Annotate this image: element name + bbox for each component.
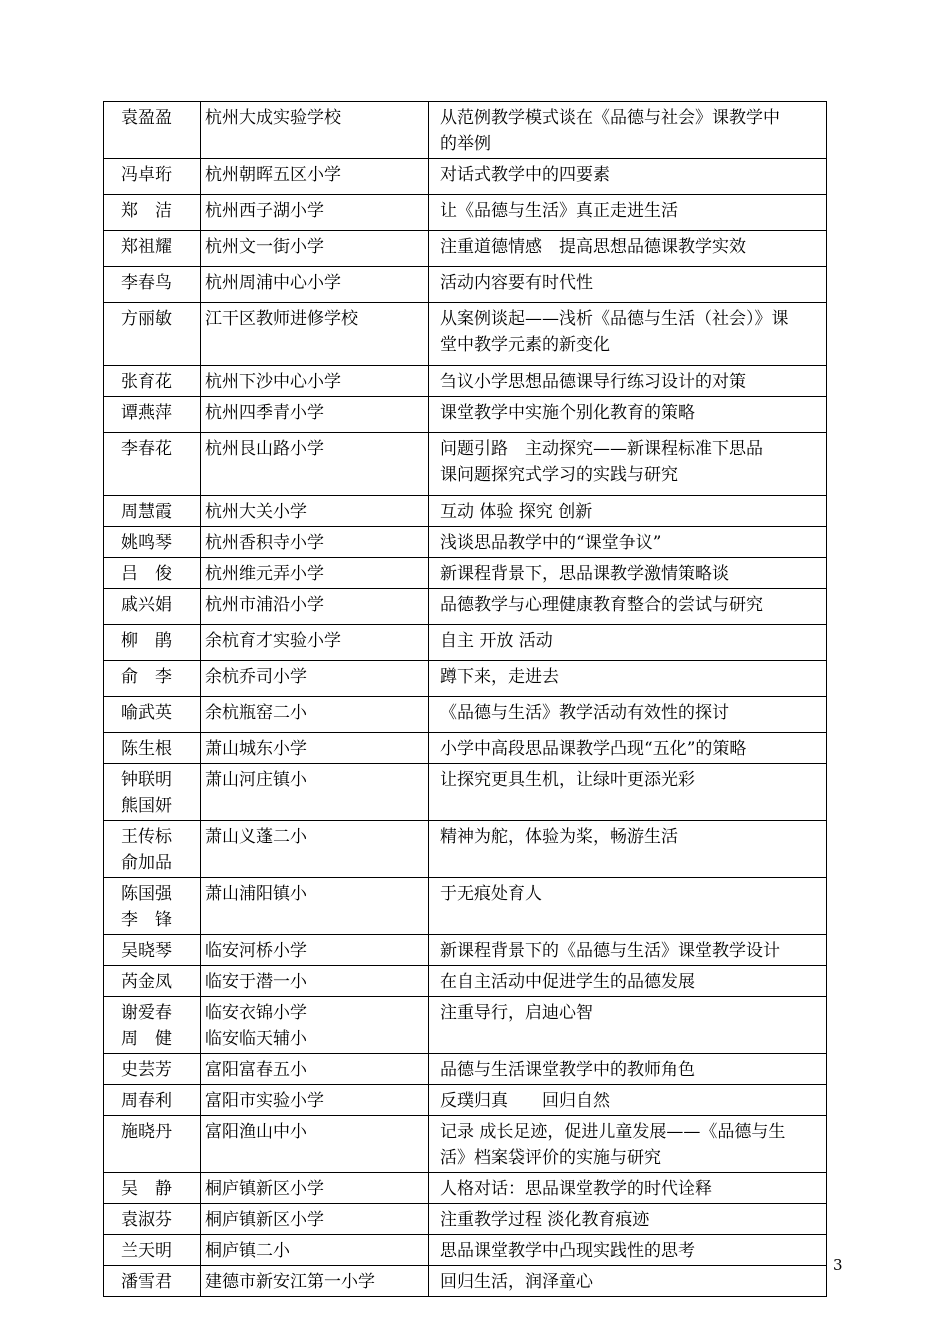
paper-title-cell xyxy=(429,558,827,589)
school-cell xyxy=(201,625,429,661)
school-name: 余杭乔司小学 xyxy=(205,667,307,687)
school-name: 杭州维元弄小学 xyxy=(205,564,324,584)
teacher-name-cell xyxy=(104,195,201,231)
paper-title-cell xyxy=(429,764,827,821)
teacher-name: 潘雪君 xyxy=(121,1272,172,1292)
table-row xyxy=(104,366,827,397)
paper-title-line: 人格对话：思品课堂教学的时代诠释 xyxy=(440,1179,712,1199)
paper-title-cell xyxy=(429,527,827,558)
paper-title-line: 问题引路 主动探究——新课程标准下思品 xyxy=(440,439,763,459)
teacher-name: 张育花 xyxy=(121,372,172,392)
paper-title-cell xyxy=(429,1085,827,1116)
teacher-name-cell xyxy=(104,733,201,764)
paper-title-line: 自主 开放 活动 xyxy=(440,631,553,651)
teacher-name: 俞加品 xyxy=(121,853,172,873)
school-name: 余杭育才实验小学 xyxy=(205,631,341,651)
table-row xyxy=(104,878,827,935)
teacher-name: 施晓丹 xyxy=(121,1122,172,1142)
school-cell xyxy=(201,496,429,527)
school-cell xyxy=(201,733,429,764)
school-name: 萧山义蓬二小 xyxy=(205,827,307,847)
table-row xyxy=(104,433,827,496)
teacher-name: 郑 洁 xyxy=(121,201,172,221)
paper-title-cell xyxy=(429,625,827,661)
school-cell xyxy=(201,589,429,625)
teacher-name: 钟联明 xyxy=(121,770,172,790)
teacher-name-cell xyxy=(104,496,201,527)
teacher-name: 芮金凤 xyxy=(121,972,172,992)
teacher-name-cell xyxy=(104,661,201,697)
paper-title-line: 注重道德情感 提高思想品德课教学实效 xyxy=(440,237,746,257)
paper-title-cell xyxy=(429,935,827,966)
teacher-name: 谭燕萍 xyxy=(121,403,172,423)
school-cell xyxy=(201,1173,429,1204)
teacher-name: 周 健 xyxy=(121,1029,172,1049)
school-cell xyxy=(201,1235,429,1266)
school-cell xyxy=(201,195,429,231)
teacher-name-cell xyxy=(104,589,201,625)
paper-title-line: 品德教学与心理健康教育整合的尝试与研究 xyxy=(440,595,763,615)
paper-title-line: 活》档案袋评价的实施与研究 xyxy=(440,1148,661,1168)
paper-title-cell xyxy=(429,496,827,527)
paper-title-line: 蹲下来，走进去 xyxy=(440,667,559,687)
school-cell xyxy=(201,697,429,733)
school-name: 临安于潜一小 xyxy=(205,972,307,992)
teacher-name-cell xyxy=(104,303,201,366)
teacher-name: 喻武英 xyxy=(121,703,172,723)
school-name: 富阳市实验小学 xyxy=(205,1091,324,1111)
school-cell xyxy=(201,366,429,397)
teacher-name: 史芸芳 xyxy=(121,1060,172,1080)
school-cell xyxy=(201,661,429,697)
teacher-name: 方丽敏 xyxy=(121,309,172,329)
paper-title-line: 浅谈思品教学中的“课堂争议” xyxy=(440,533,662,553)
paper-title-cell xyxy=(429,661,827,697)
teacher-name-cell xyxy=(104,433,201,496)
teacher-name-cell xyxy=(104,1204,201,1235)
table-row xyxy=(104,496,827,527)
page-number: 3 xyxy=(833,1256,843,1274)
teacher-name: 李 锋 xyxy=(121,910,172,930)
paper-title-cell xyxy=(429,1235,827,1266)
school-cell xyxy=(201,397,429,433)
school-name: 萧山城东小学 xyxy=(205,739,307,759)
school-cell xyxy=(201,764,429,821)
table-row xyxy=(104,625,827,661)
table-row xyxy=(104,397,827,433)
table-row xyxy=(104,1235,827,1266)
table-row xyxy=(104,1116,827,1173)
paper-title-line: 小学中高段思品课教学凸现“五化”的策略 xyxy=(440,739,747,759)
school-cell xyxy=(201,267,429,303)
teacher-name-cell xyxy=(104,997,201,1054)
school-name: 杭州四季青小学 xyxy=(205,403,324,423)
school-cell xyxy=(201,433,429,496)
table-row xyxy=(104,267,827,303)
teacher-name-cell xyxy=(104,558,201,589)
school-name: 杭州大关小学 xyxy=(205,502,307,522)
teacher-name-cell xyxy=(104,1235,201,1266)
teacher-name-cell xyxy=(104,625,201,661)
teacher-name: 冯卓珩 xyxy=(121,165,172,185)
paper-title-line: 新课程背景下的《品德与生活》课堂教学设计 xyxy=(440,941,780,961)
table-row xyxy=(104,527,827,558)
school-name: 余杭瓶窑二小 xyxy=(205,703,307,723)
paper-title-line: 从案例谈起——浅析《品德与生活（社会）》课 xyxy=(440,309,789,329)
paper-title-line: 的举例 xyxy=(440,134,491,154)
paper-title-cell xyxy=(429,589,827,625)
paper-title-line: 互动 体验 探究 创新 xyxy=(440,502,593,522)
table-row xyxy=(104,195,827,231)
teacher-name: 戚兴娟 xyxy=(121,595,172,615)
school-name: 杭州朝晖五区小学 xyxy=(205,165,341,185)
paper-title-line: 思品课堂教学中凸现实践性的思考 xyxy=(440,1241,695,1261)
paper-title-cell xyxy=(429,1204,827,1235)
school-cell xyxy=(201,997,429,1054)
paper-title-cell xyxy=(429,303,827,366)
teacher-name-cell xyxy=(104,878,201,935)
paper-title-cell xyxy=(429,102,827,159)
teacher-name-cell xyxy=(104,966,201,997)
teacher-name: 陈国强 xyxy=(121,884,172,904)
school-cell xyxy=(201,231,429,267)
table-row xyxy=(104,1054,827,1085)
school-name: 萧山浦阳镇小 xyxy=(205,884,307,904)
table-row xyxy=(104,661,827,697)
table-row xyxy=(104,821,827,878)
paper-title-line: 新课程背景下，思品课教学激情策略谈 xyxy=(440,564,729,584)
paper-title-line: 在自主活动中促进学生的品德发展 xyxy=(440,972,695,992)
paper-title-cell xyxy=(429,821,827,878)
table-row xyxy=(104,1204,827,1235)
paper-title-line: 品德与生活课堂教学中的教师角色 xyxy=(440,1060,695,1080)
teacher-name-cell xyxy=(104,821,201,878)
teacher-name-cell xyxy=(104,366,201,397)
school-cell xyxy=(201,1085,429,1116)
school-cell xyxy=(201,527,429,558)
teacher-name: 兰天明 xyxy=(121,1241,172,1261)
table-row xyxy=(104,1173,827,1204)
teacher-name: 袁淑芬 xyxy=(121,1210,172,1230)
teacher-name: 姚鸣琴 xyxy=(121,533,172,553)
table-row xyxy=(104,697,827,733)
table-row xyxy=(104,764,827,821)
paper-title-line: 反璞归真 回归自然 xyxy=(440,1091,610,1111)
teacher-name: 柳 鹃 xyxy=(121,631,172,651)
paper-title-line: 注重教学过程 淡化教育痕迹 xyxy=(440,1210,650,1230)
teacher-name-cell xyxy=(104,1054,201,1085)
paper-title-cell xyxy=(429,397,827,433)
school-name: 富阳渔山中小 xyxy=(205,1122,307,1142)
school-name: 杭州市浦沿小学 xyxy=(205,595,324,615)
paper-title-line: 从范例教学模式谈在《品德与社会》课教学中 xyxy=(440,108,780,128)
paper-title-cell xyxy=(429,195,827,231)
table-row xyxy=(104,1266,827,1297)
table-row xyxy=(104,558,827,589)
paper-title-line: 课问题探究式学习的实践与研究 xyxy=(440,465,678,485)
school-name: 江干区教师进修学校 xyxy=(205,309,358,329)
teacher-name-cell xyxy=(104,764,201,821)
school-name: 临安河桥小学 xyxy=(205,941,307,961)
teacher-name: 李春花 xyxy=(121,439,172,459)
school-name: 萧山河庄镇小 xyxy=(205,770,307,790)
school-name: 杭州西子湖小学 xyxy=(205,201,324,221)
teacher-name: 吴晓琴 xyxy=(121,941,172,961)
paper-title-line: 于无痕处育人 xyxy=(440,884,542,904)
paper-title-line: 回归生活，润泽童心 xyxy=(440,1272,593,1292)
school-name: 桐庐镇新区小学 xyxy=(205,1210,324,1230)
teacher-name: 郑祖耀 xyxy=(121,237,172,257)
table-row xyxy=(104,997,827,1054)
school-name: 杭州周浦中心小学 xyxy=(205,273,341,293)
table-row xyxy=(104,102,827,159)
school-cell xyxy=(201,303,429,366)
school-cell xyxy=(201,102,429,159)
paper-title-line: 对话式教学中的四要素 xyxy=(440,165,610,185)
teacher-name-cell xyxy=(104,697,201,733)
school-name: 富阳富春五小 xyxy=(205,1060,307,1080)
paper-title-line: 堂中教学元素的新变化 xyxy=(440,335,610,355)
teacher-name-cell xyxy=(104,231,201,267)
teacher-name: 周慧霞 xyxy=(121,502,172,522)
paper-title-line: 精神为舵，体验为桨，畅游生活 xyxy=(440,827,678,847)
school-cell xyxy=(201,821,429,878)
paper-title-cell xyxy=(429,159,827,195)
paper-title-cell xyxy=(429,1054,827,1085)
school-name: 杭州下沙中心小学 xyxy=(205,372,341,392)
teacher-name: 李春鸟 xyxy=(121,273,172,293)
award-list-body xyxy=(104,102,827,1297)
teacher-name: 陈生根 xyxy=(121,739,172,759)
school-name: 杭州香积寺小学 xyxy=(205,533,324,553)
teacher-name-cell xyxy=(104,527,201,558)
teacher-name-cell xyxy=(104,267,201,303)
paper-title-line: 让《品德与生活》真正走进生活 xyxy=(440,201,678,221)
school-name: 建德市新安江第一小学 xyxy=(205,1272,375,1292)
table-row xyxy=(104,733,827,764)
paper-title-line: 活动内容要有时代性 xyxy=(440,273,593,293)
school-name: 杭州大成实验学校 xyxy=(205,108,341,128)
school-cell xyxy=(201,159,429,195)
teacher-name-cell xyxy=(104,1266,201,1297)
school-cell xyxy=(201,966,429,997)
paper-title-line: 《品德与生活》教学活动有效性的探讨 xyxy=(440,703,729,723)
paper-title-cell xyxy=(429,366,827,397)
paper-title-cell xyxy=(429,733,827,764)
teacher-name-cell xyxy=(104,1116,201,1173)
paper-title-cell xyxy=(429,1116,827,1173)
teacher-name: 俞 李 xyxy=(121,667,172,687)
school-name: 临安临天辅小 xyxy=(205,1029,307,1049)
teacher-name-cell xyxy=(104,397,201,433)
paper-title-cell xyxy=(429,231,827,267)
school-name: 杭州文一街小学 xyxy=(205,237,324,257)
teacher-name-cell xyxy=(104,102,201,159)
table-row xyxy=(104,1085,827,1116)
school-name: 桐庐镇新区小学 xyxy=(205,1179,324,1199)
school-cell xyxy=(201,1054,429,1085)
paper-title-cell xyxy=(429,697,827,733)
table-row xyxy=(104,966,827,997)
school-cell xyxy=(201,935,429,966)
school-name: 桐庐镇二小 xyxy=(205,1241,290,1261)
teacher-name: 熊国妍 xyxy=(121,796,172,816)
teacher-name: 周春利 xyxy=(121,1091,172,1111)
paper-title-line: 课堂教学中实施个别化教育的策略 xyxy=(440,403,695,423)
table-row xyxy=(104,159,827,195)
teacher-name: 王传标 xyxy=(121,827,172,847)
school-cell xyxy=(201,1116,429,1173)
school-name: 杭州艮山路小学 xyxy=(205,439,324,459)
paper-title-cell xyxy=(429,1266,827,1297)
paper-title-line: 记录 成长足迹，促进儿童发展——《品德与生 xyxy=(440,1122,786,1142)
paper-title-line: 刍议小学思想品德课导行练习设计的对策 xyxy=(440,372,746,392)
paper-title-cell xyxy=(429,997,827,1054)
teacher-name-cell xyxy=(104,935,201,966)
school-cell xyxy=(201,1266,429,1297)
school-cell xyxy=(201,878,429,935)
teacher-name: 袁盈盈 xyxy=(121,108,172,128)
teacher-name: 谢爱春 xyxy=(121,1003,172,1023)
school-cell xyxy=(201,558,429,589)
paper-title-cell xyxy=(429,1173,827,1204)
paper-title-cell xyxy=(429,878,827,935)
table-row xyxy=(104,303,827,366)
paper-title-line: 让探究更具生机，让绿叶更添光彩 xyxy=(440,770,695,790)
teacher-name: 吴 静 xyxy=(121,1179,172,1199)
paper-title-cell xyxy=(429,966,827,997)
teacher-name-cell xyxy=(104,1085,201,1116)
school-cell xyxy=(201,1204,429,1235)
paper-title-cell xyxy=(429,433,827,496)
paper-title-line: 注重导行，启迪心智 xyxy=(440,1003,593,1023)
table-row xyxy=(104,231,827,267)
teacher-name-cell xyxy=(104,159,201,195)
table-row xyxy=(104,589,827,625)
teacher-name-cell xyxy=(104,1173,201,1204)
paper-title-cell xyxy=(429,267,827,303)
teacher-name: 吕 俊 xyxy=(121,564,172,584)
table-row xyxy=(104,935,827,966)
award-list-table xyxy=(103,101,827,1297)
school-name: 临安衣锦小学 xyxy=(205,1003,307,1023)
